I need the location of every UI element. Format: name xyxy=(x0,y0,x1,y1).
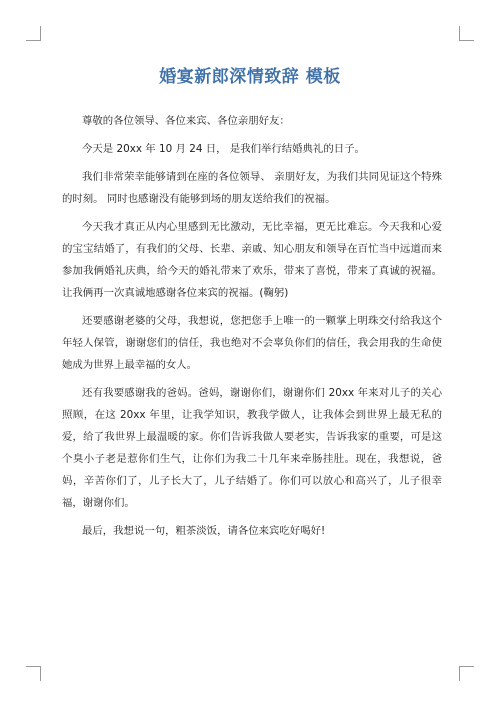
crop-mark-top-right xyxy=(459,26,474,41)
crop-mark-top-left xyxy=(26,26,41,41)
thanks-parents-paragraph: 还有我要感谢我的爸妈。爸妈，谢谢你们，谢谢你们 20xx 年来对儿子的关心照顾，在这 20xx 年里，让我学知识，教我学做人，让我体会到世界上最无私的爱，给了我世界上最温暖的家。你们告诉我做人要老实，告诉我家的重要，可是这个臭小子老是惹你们生气，让你们为我二十几年来牵肠挂肚。现在，我想说，爸妈，辛苦你们了，儿子长大了，儿子结婚了。你们可以放心和高兴了，儿子很幸福，谢谢你们。 xyxy=(62,387,442,509)
thanks-guests-paragraph: 今天我才真正从内心里感到无比激动，无比幸福，更无比难忘。今天我和心爱的宝宝结婚了，有我们的父母、长辈、亲戚、知心朋友和领导在百忙当中远道而来参加我俩婚礼庆典，给今天的婚礼带来了欢乐，带来了喜悦，带来了真诚的祝福。让我俩再一次真诚地感谢各位来宾的祝福。(鞠躬) xyxy=(62,221,442,299)
salutation-paragraph: 尊敬的各位领导、各位来宾、各位亲朋好友： xyxy=(82,115,290,127)
document-body xyxy=(62,110,442,548)
date-paragraph: 今天是 20xx 年 10 月 24 日， 是我们举行结婚典礼的日子。 xyxy=(82,143,365,155)
crop-mark-bottom-right xyxy=(459,666,474,681)
crop-mark-bottom-left xyxy=(26,666,41,681)
document-title: 婚宴新郎深情致辞 模板 xyxy=(159,67,341,87)
closing-paragraph: 最后，我想说一句，粗茶淡饭，请各位来宾吃好喝好! xyxy=(82,525,326,537)
thanks-in-laws-paragraph: 还要感谢老婆的父母，我想说，您把您手上唯一的一颗掌上明珠交付给我这个年轻人保管，谢谢您们的信任，我也绝对不会辜负你们的信任，我会用我的生命使她成为世界上最幸福的女人。 xyxy=(62,315,442,371)
welcome-paragraph: 我们非常荣幸能够请到在座的各位领导、 亲朋好友，为我们共同见证这个特殊的时刻。 同时也感谢没有能够到场的朋友送给我们的祝福。 xyxy=(62,171,442,205)
